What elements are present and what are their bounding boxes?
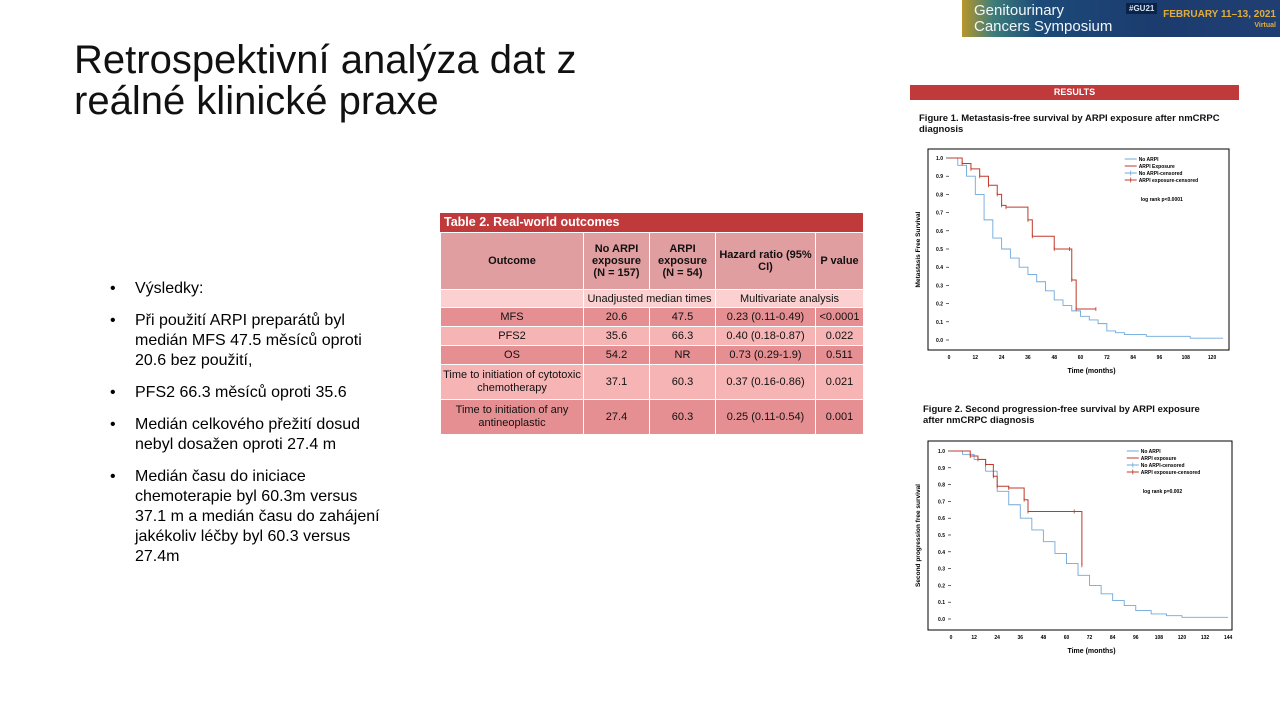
x-tick-label: 0 (949, 635, 953, 641)
log-rank-annotation: log rank p=0.002 (1142, 489, 1183, 495)
title-line2: reálné klinické praxe (74, 79, 439, 123)
table-cell: 0.021 (816, 365, 864, 400)
x-tick-label: 108 (1154, 635, 1164, 641)
x-tick-label: 120 (1207, 355, 1217, 361)
y-tick-label: 0.7 (936, 210, 943, 217)
bullet-item: • PFS2 66.3 měsíců oproti 35.6 (110, 383, 380, 403)
outcomes-table-panel (440, 213, 863, 435)
legend-entry: No ARPI (1138, 157, 1159, 163)
table-cell: 54.2 (584, 346, 650, 365)
y-tick-label: 0.4 (938, 549, 945, 556)
table-cell: 0.23 (0.11-0.49) (716, 308, 816, 327)
y-tick-label: 1.0 (936, 156, 943, 162)
bullet-item: • Medián celkového přežití dosud nebyl dosažen oproti 27.4 m (110, 415, 380, 455)
bullet-list (110, 279, 380, 579)
table-row (441, 400, 864, 435)
x-tick-label: 12 (972, 355, 979, 361)
legend-entry: ARPI exposure (1140, 456, 1177, 462)
table-cell: <0.0001 (816, 308, 864, 327)
banner-line1: Genitourinary (974, 2, 1065, 19)
table-cell: Time to initiation of cytotoxic chemotherapy (441, 365, 584, 400)
y-tick-label: 0.6 (936, 228, 943, 235)
table-cell: 0.001 (816, 400, 864, 435)
y-tick-label: 0.2 (936, 301, 943, 308)
outcomes-table (440, 232, 864, 435)
legend-entry: ARPI Exposure (1138, 164, 1175, 170)
table-header-row (441, 233, 864, 290)
table-cell: PFS2 (441, 327, 584, 346)
x-tick-label: 48 (1040, 635, 1047, 641)
x-tick-label: 0 (947, 355, 951, 361)
table-cell: 66.3 (650, 327, 716, 346)
legend-entry: No ARPI-censored (1138, 171, 1183, 177)
x-tick-label: 96 (1156, 355, 1163, 361)
table-cell: 60.3 (650, 365, 716, 400)
y-tick-label: 1.0 (938, 449, 945, 455)
x-tick-label: 60 (1063, 635, 1070, 641)
y-tick-label: 0.7 (938, 499, 945, 506)
y-tick-label: 0.2 (938, 583, 945, 590)
x-tick-label: 120 (1177, 635, 1187, 641)
x-tick-label: 36 (1025, 355, 1031, 361)
legend-entry: ARPI exposure-censored (1140, 470, 1201, 476)
x-tick-label: 96 (1132, 635, 1139, 641)
y-axis-label: Second progression free survival (915, 484, 922, 587)
figure1-caption: Figure 1. Metastasis-free survival by ARPI exposure after nmCRPC diagnosis (919, 113, 1220, 135)
y-tick-label: 0.9 (936, 174, 943, 181)
results-header: RESULTS (910, 85, 1239, 100)
table-cell: Time to initiation of any antineoplastic (441, 400, 584, 435)
empty-cell (441, 290, 584, 308)
y-tick-label: 0.9 (938, 465, 945, 472)
banner-virtual: Virtual (1254, 22, 1276, 29)
table-subheader-row (441, 290, 864, 308)
table-cell: 35.6 (584, 327, 650, 346)
table-cell: 27.4 (584, 400, 650, 435)
y-tick-label: 0.8 (936, 192, 943, 199)
log-rank-annotation: log rank p<0.0001 (1140, 197, 1183, 203)
y-axis-label: Metastasis Free Survival (915, 211, 922, 288)
table-cell: 0.511 (816, 346, 864, 365)
table-row (441, 346, 864, 365)
x-tick-label: 60 (1077, 355, 1084, 361)
symposium-banner (962, 0, 1280, 37)
legend-entry: No ARPI-censored (1140, 463, 1185, 469)
x-tick-label: 144 (1223, 635, 1233, 641)
bullet-item: • Výsledky: (110, 279, 380, 299)
table-cell: 47.5 (650, 308, 716, 327)
col-header: No ARPI exposure (N = 157) (584, 233, 650, 290)
x-tick-label: 108 (1181, 355, 1190, 361)
table-cell: 37.1 (584, 365, 650, 400)
col-header: Hazard ratio (95% CI) (716, 233, 816, 290)
col-header: P value (816, 233, 864, 290)
table-cell: 0.022 (816, 327, 864, 346)
y-tick-label: 0.4 (936, 265, 943, 272)
x-tick-label: 72 (1086, 635, 1093, 641)
col-header: Outcome (441, 233, 584, 290)
x-tick-label: 84 (1109, 635, 1116, 641)
figure2-caption: Figure 2. Second progression-free survival by ARPI exposure after nmCRPC diagnosis (923, 404, 1200, 426)
table-row (441, 308, 864, 327)
slide-title (74, 40, 714, 122)
banner-hashtag: #GU21 (1126, 3, 1157, 14)
x-axis-label: Time (months) (1067, 368, 1116, 375)
subheader-median: Unadjusted median times (584, 290, 716, 308)
y-tick-label: 0.0 (938, 617, 945, 623)
x-tick-label: 24 (998, 355, 1005, 361)
table-title: Table 2. Real-world outcomes (440, 213, 863, 232)
subheader-multivariate: Multivariate analysis (716, 290, 864, 308)
bullet-item: • Medián času do iniciace chemoterapie byl 60.3m versus 37.1 m a medián času do zahájení jakékoliv léčby byl 60.3 versus 27.4m (110, 467, 380, 567)
table-cell: 20.6 (584, 308, 650, 327)
banner-date: FEBRUARY 11–13, 2021 (1163, 9, 1276, 20)
bullet-item: • Při použití ARPI preparátů byl medián MFS 47.5 měsíců oproti 20.6 bez použití, (110, 311, 380, 371)
y-tick-label: 0.5 (936, 247, 943, 253)
x-tick-label: 36 (1017, 635, 1024, 641)
table-cell: MFS (441, 308, 584, 327)
table-cell: 0.37 (0.16-0.86) (716, 365, 816, 400)
x-tick-label: 48 (1051, 355, 1058, 361)
y-tick-label: 0.5 (938, 533, 945, 539)
table-cell: 0.25 (0.11-0.54) (716, 400, 816, 435)
table-cell: NR (650, 346, 716, 365)
x-tick-label: 132 (1200, 635, 1210, 641)
y-tick-label: 0.1 (938, 600, 945, 607)
table-cell: 0.40 (0.18-0.87) (716, 327, 816, 346)
y-tick-label: 0.3 (936, 283, 943, 290)
table-cell: 0.73 (0.29-1.9) (716, 346, 816, 365)
figure1-chart (910, 147, 1230, 379)
y-tick-label: 0.8 (938, 482, 945, 489)
x-tick-label: 24 (994, 635, 1000, 641)
x-tick-label: 72 (1104, 355, 1110, 361)
banner-line2: Cancers Symposium (974, 18, 1113, 35)
table-cell: OS (441, 346, 584, 365)
col-header: ARPI exposure (N = 54) (650, 233, 716, 290)
y-tick-label: 0.0 (936, 338, 943, 344)
legend-entry: No ARPI (1140, 449, 1161, 455)
figure2-chart (910, 438, 1240, 660)
x-tick-label: 12 (971, 635, 977, 641)
table-row (441, 327, 864, 346)
table-cell: 60.3 (650, 400, 716, 435)
title-line1: Retrospektivní analýza dat z (74, 38, 577, 82)
x-tick-label: 84 (1130, 355, 1136, 361)
y-tick-label: 0.3 (938, 566, 945, 573)
y-tick-label: 0.6 (938, 516, 945, 523)
legend-entry: ARPI exposure-censored (1138, 178, 1199, 184)
y-tick-label: 0.1 (936, 319, 943, 326)
table-row (441, 365, 864, 400)
x-axis-label: Time (months) (1067, 648, 1116, 655)
banner-title (974, 3, 1112, 35)
